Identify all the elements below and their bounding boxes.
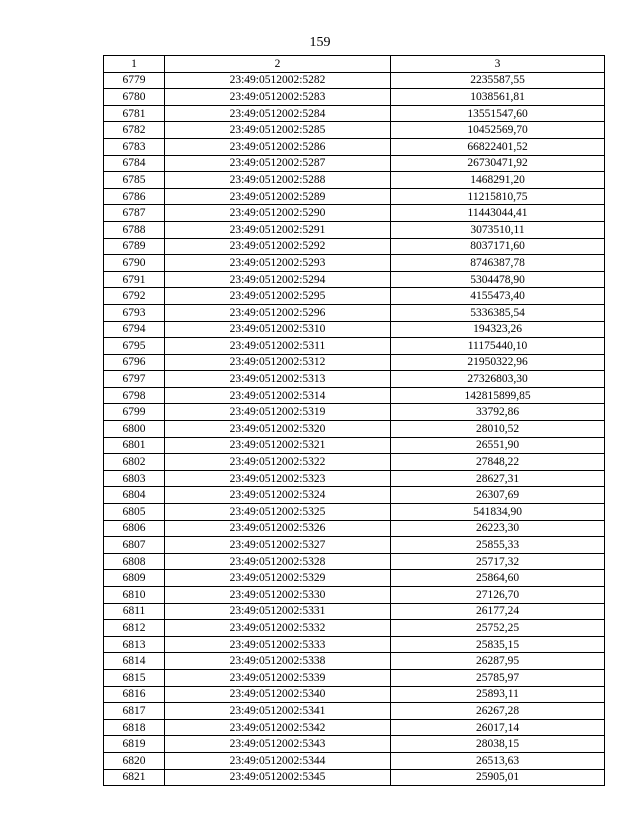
cadastral-number-cell: 23:49:0512002:5310 <box>165 321 391 338</box>
cadastral-number-cell: 23:49:0512002:5327 <box>165 537 391 554</box>
value-cell: 28010,52 <box>391 421 605 438</box>
table-row <box>104 703 605 720</box>
table-row <box>104 719 605 736</box>
row-number-cell: 6779 <box>104 72 165 89</box>
table-row <box>104 454 605 471</box>
cadastral-number-cell: 23:49:0512002:5331 <box>165 603 391 620</box>
cadastral-number-cell: 23:49:0512002:5332 <box>165 620 391 637</box>
table-row <box>104 669 605 686</box>
row-number-cell: 6791 <box>104 271 165 288</box>
cadastral-number-cell: 23:49:0512002:5330 <box>165 587 391 604</box>
row-number-cell: 6814 <box>104 653 165 670</box>
cadastral-number-cell: 23:49:0512002:5313 <box>165 371 391 388</box>
value-cell: 25752,25 <box>391 620 605 637</box>
table-row <box>104 255 605 272</box>
table-row <box>104 122 605 139</box>
cadastral-number-cell: 23:49:0512002:5338 <box>165 653 391 670</box>
value-cell: 25855,33 <box>391 537 605 554</box>
row-number-cell: 6805 <box>104 504 165 521</box>
value-cell: 66822401,52 <box>391 138 605 155</box>
value-cell: 26307,69 <box>391 487 605 504</box>
value-cell: 25905,01 <box>391 769 605 786</box>
cadastral-number-cell: 23:49:0512002:5286 <box>165 138 391 155</box>
value-cell: 25785,97 <box>391 669 605 686</box>
cadastral-number-cell: 23:49:0512002:5314 <box>165 387 391 404</box>
row-number-cell: 6804 <box>104 487 165 504</box>
row-number-cell: 6806 <box>104 520 165 537</box>
table-row <box>104 89 605 106</box>
value-cell: 25835,15 <box>391 636 605 653</box>
cadastral-number-cell: 23:49:0512002:5324 <box>165 487 391 504</box>
cadastral-number-cell: 23:49:0512002:5293 <box>165 255 391 272</box>
value-cell: 194323,26 <box>391 321 605 338</box>
row-number-cell: 6790 <box>104 255 165 272</box>
cadastral-number-cell: 23:49:0512002:5284 <box>165 105 391 122</box>
row-number-cell: 6817 <box>104 703 165 720</box>
row-number-cell: 6789 <box>104 238 165 255</box>
cadastral-number-cell: 23:49:0512002:5342 <box>165 719 391 736</box>
table-row <box>104 205 605 222</box>
column-header-1: 1 <box>104 56 165 73</box>
value-cell: 26551,90 <box>391 437 605 454</box>
table-row <box>104 752 605 769</box>
table-row <box>104 487 605 504</box>
table-row <box>104 553 605 570</box>
cadastral-number-cell: 23:49:0512002:5311 <box>165 338 391 355</box>
value-cell: 27126,70 <box>391 587 605 604</box>
row-number-cell: 6813 <box>104 636 165 653</box>
cadastral-number-cell: 23:49:0512002:5344 <box>165 752 391 769</box>
row-number-cell: 6820 <box>104 752 165 769</box>
value-cell: 3073510,11 <box>391 221 605 238</box>
value-cell: 25717,32 <box>391 553 605 570</box>
cadastral-number-cell: 23:49:0512002:5285 <box>165 122 391 139</box>
value-cell: 13551547,60 <box>391 105 605 122</box>
row-number-cell: 6783 <box>104 138 165 155</box>
value-cell: 11443044,41 <box>391 205 605 222</box>
table-row <box>104 404 605 421</box>
table-row <box>104 138 605 155</box>
table-row <box>104 736 605 753</box>
cadastral-number-cell: 23:49:0512002:5288 <box>165 172 391 189</box>
value-cell: 2235587,55 <box>391 72 605 89</box>
row-number-cell: 6816 <box>104 686 165 703</box>
cadastral-number-cell: 23:49:0512002:5323 <box>165 470 391 487</box>
table-row <box>104 338 605 355</box>
value-cell: 27848,22 <box>391 454 605 471</box>
cadastral-number-cell: 23:49:0512002:5287 <box>165 155 391 172</box>
value-cell: 26513,63 <box>391 752 605 769</box>
value-cell: 11215810,75 <box>391 188 605 205</box>
table-row <box>104 321 605 338</box>
table-row <box>104 371 605 388</box>
cadastral-number-cell: 23:49:0512002:5326 <box>165 520 391 537</box>
value-cell: 142815899,85 <box>391 387 605 404</box>
value-cell: 26267,28 <box>391 703 605 720</box>
cadastral-number-cell: 23:49:0512002:5289 <box>165 188 391 205</box>
table-row <box>104 354 605 371</box>
table-row <box>104 653 605 670</box>
value-cell: 26177,24 <box>391 603 605 620</box>
row-number-cell: 6807 <box>104 537 165 554</box>
row-number-cell: 6800 <box>104 421 165 438</box>
value-cell: 1468291,20 <box>391 172 605 189</box>
table-row <box>104 155 605 172</box>
row-number-cell: 6801 <box>104 437 165 454</box>
row-number-cell: 6788 <box>104 221 165 238</box>
value-cell: 1038561,81 <box>391 89 605 106</box>
row-number-cell: 6798 <box>104 387 165 404</box>
cadastral-number-cell: 23:49:0512002:5312 <box>165 354 391 371</box>
row-number-cell: 6793 <box>104 304 165 321</box>
table-row <box>104 172 605 189</box>
table-row <box>104 437 605 454</box>
table-body <box>104 72 605 786</box>
row-number-cell: 6802 <box>104 454 165 471</box>
table-row <box>104 72 605 89</box>
row-number-cell: 6821 <box>104 769 165 786</box>
row-number-cell: 6803 <box>104 470 165 487</box>
row-number-cell: 6794 <box>104 321 165 338</box>
cadastral-number-cell: 23:49:0512002:5290 <box>165 205 391 222</box>
row-number-cell: 6782 <box>104 122 165 139</box>
row-number-cell: 6796 <box>104 354 165 371</box>
cadastral-number-cell: 23:49:0512002:5283 <box>165 89 391 106</box>
table-row <box>104 520 605 537</box>
value-cell: 28038,15 <box>391 736 605 753</box>
cadastral-number-cell: 23:49:0512002:5296 <box>165 304 391 321</box>
cadastral-number-cell: 23:49:0512002:5322 <box>165 454 391 471</box>
table-row <box>104 603 605 620</box>
cadastral-number-cell: 23:49:0512002:5291 <box>165 221 391 238</box>
cadastral-number-cell: 23:49:0512002:5341 <box>165 703 391 720</box>
cadastral-number-cell: 23:49:0512002:5329 <box>165 570 391 587</box>
table-row <box>104 537 605 554</box>
table-row <box>104 304 605 321</box>
row-number-cell: 6819 <box>104 736 165 753</box>
row-number-cell: 6811 <box>104 603 165 620</box>
cadastral-number-cell: 23:49:0512002:5320 <box>165 421 391 438</box>
table-row <box>104 620 605 637</box>
row-number-cell: 6781 <box>104 105 165 122</box>
table-row <box>104 421 605 438</box>
row-number-cell: 6787 <box>104 205 165 222</box>
row-number-cell: 6799 <box>104 404 165 421</box>
value-cell: 11175440,10 <box>391 338 605 355</box>
cadastral-number-cell: 23:49:0512002:5319 <box>165 404 391 421</box>
table-row <box>104 470 605 487</box>
table-row <box>104 636 605 653</box>
row-number-cell: 6815 <box>104 669 165 686</box>
cadastral-number-cell: 23:49:0512002:5282 <box>165 72 391 89</box>
value-cell: 21950322,96 <box>391 354 605 371</box>
value-cell: 25864,60 <box>391 570 605 587</box>
table-row <box>104 570 605 587</box>
row-number-cell: 6792 <box>104 288 165 305</box>
cadastral-number-cell: 23:49:0512002:5325 <box>165 504 391 521</box>
row-number-cell: 6795 <box>104 338 165 355</box>
column-header-2: 2 <box>165 56 391 73</box>
table-row <box>104 504 605 521</box>
row-number-cell: 6786 <box>104 188 165 205</box>
table-row <box>104 686 605 703</box>
table-row <box>104 238 605 255</box>
value-cell: 5336385,54 <box>391 304 605 321</box>
row-number-cell: 6812 <box>104 620 165 637</box>
table-row <box>104 188 605 205</box>
value-cell: 26730471,92 <box>391 155 605 172</box>
row-number-cell: 6809 <box>104 570 165 587</box>
value-cell: 8037171,60 <box>391 238 605 255</box>
value-cell: 33792,86 <box>391 404 605 421</box>
value-cell: 26017,14 <box>391 719 605 736</box>
row-number-cell: 6808 <box>104 553 165 570</box>
cadastral-number-cell: 23:49:0512002:5328 <box>165 553 391 570</box>
value-cell: 27326803,30 <box>391 371 605 388</box>
table-row <box>104 271 605 288</box>
value-cell: 25893,11 <box>391 686 605 703</box>
table-row <box>104 387 605 404</box>
value-cell: 541834,90 <box>391 504 605 521</box>
value-cell: 26287,95 <box>391 653 605 670</box>
table-row <box>104 221 605 238</box>
cadastral-number-cell: 23:49:0512002:5343 <box>165 736 391 753</box>
value-cell: 4155473,40 <box>391 288 605 305</box>
row-number-cell: 6784 <box>104 155 165 172</box>
cadastral-number-cell: 23:49:0512002:5321 <box>165 437 391 454</box>
page-number: 159 <box>309 35 331 50</box>
row-number-cell: 6797 <box>104 371 165 388</box>
cadastral-number-cell: 23:49:0512002:5294 <box>165 271 391 288</box>
value-cell: 10452569,70 <box>391 122 605 139</box>
cadastral-number-cell: 23:49:0512002:5292 <box>165 238 391 255</box>
table-row <box>104 288 605 305</box>
value-cell: 26223,30 <box>391 520 605 537</box>
row-number-cell: 6810 <box>104 587 165 604</box>
cadastral-number-cell: 23:49:0512002:5339 <box>165 669 391 686</box>
table-row <box>104 769 605 786</box>
cadastral-number-cell: 23:49:0512002:5333 <box>165 636 391 653</box>
table-row <box>104 105 605 122</box>
row-number-cell: 6818 <box>104 719 165 736</box>
cadastral-number-cell: 23:49:0512002:5295 <box>165 288 391 305</box>
row-number-cell: 6785 <box>104 172 165 189</box>
value-cell: 8746387,78 <box>391 255 605 272</box>
column-header-3: 3 <box>391 56 605 73</box>
cadastral-number-cell: 23:49:0512002:5340 <box>165 686 391 703</box>
cadastral-number-cell: 23:49:0512002:5345 <box>165 769 391 786</box>
value-cell: 28627,31 <box>391 470 605 487</box>
table-header-row <box>104 56 605 73</box>
row-number-cell: 6780 <box>104 89 165 106</box>
data-table <box>103 55 605 786</box>
value-cell: 5304478,90 <box>391 271 605 288</box>
table-row <box>104 587 605 604</box>
